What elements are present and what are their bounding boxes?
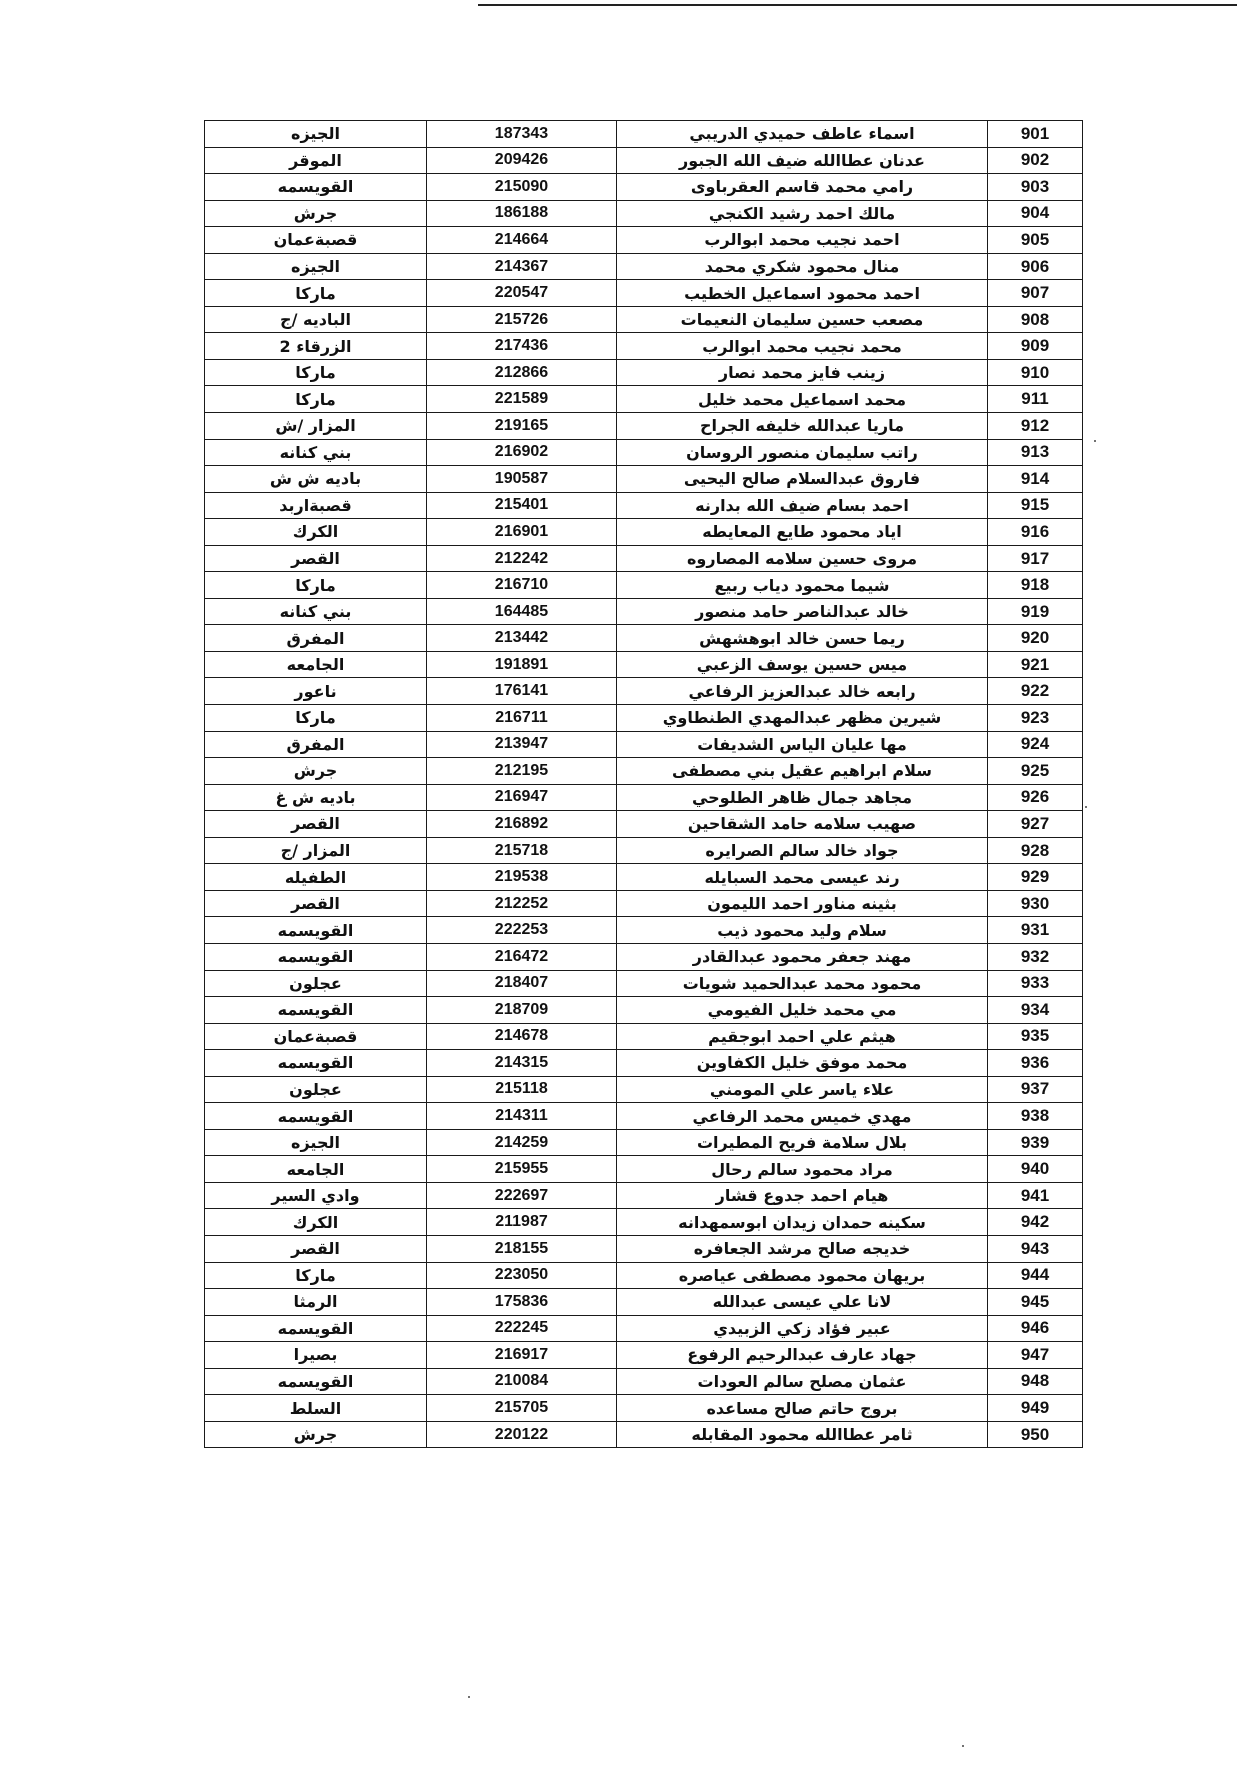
national-id-cell: 212252 <box>427 890 617 917</box>
national-id-cell: 214311 <box>427 1103 617 1130</box>
full-name-cell: فاروق عبدالسلام صالح اليحيى <box>617 466 988 493</box>
table-row <box>205 227 1083 254</box>
region-cell: جرش <box>205 200 427 227</box>
region-cell: بصيرا <box>205 1342 427 1369</box>
region-cell: قصبةعمان <box>205 1023 427 1050</box>
row-number-cell: 908 <box>988 306 1083 333</box>
full-name-cell: محمد موفق خليل الكفاوين <box>617 1050 988 1077</box>
full-name-cell: مهدي خميس محمد الرفاعي <box>617 1103 988 1130</box>
table-row <box>205 519 1083 546</box>
national-id-cell: 215090 <box>427 174 617 201</box>
national-id-cell: 216917 <box>427 1342 617 1369</box>
row-number-cell: 936 <box>988 1050 1083 1077</box>
table-row <box>205 1023 1083 1050</box>
row-number-cell: 939 <box>988 1129 1083 1156</box>
national-id-cell: 212242 <box>427 545 617 572</box>
region-cell: المزار /ش <box>205 413 427 440</box>
full-name-cell: محمد اسماعيل محمد خليل <box>617 386 988 413</box>
region-cell: القصر <box>205 545 427 572</box>
region-cell: المفرق <box>205 731 427 758</box>
full-name-cell: علاء ياسر علي المومني <box>617 1076 988 1103</box>
table-row <box>205 1262 1083 1289</box>
full-name-cell: رند عيسى محمد السبايله <box>617 864 988 891</box>
full-name-cell: بلال سلامة فريح المطيرات <box>617 1129 988 1156</box>
row-number-cell: 910 <box>988 359 1083 386</box>
region-cell: بني كنانه <box>205 439 427 466</box>
region-cell: القويسمه <box>205 997 427 1024</box>
row-number-cell: 943 <box>988 1235 1083 1262</box>
table-row <box>205 121 1083 148</box>
table-row <box>205 784 1083 811</box>
region-cell: القويسمه <box>205 174 427 201</box>
full-name-cell: شيما محمود دياب ربيع <box>617 572 988 599</box>
national-id-cell: 211987 <box>427 1209 617 1236</box>
national-id-cell: 219538 <box>427 864 617 891</box>
full-name-cell: مالك احمد رشيد الكنجي <box>617 200 988 227</box>
row-number-cell: 933 <box>988 970 1083 997</box>
full-name-cell: مهند جعفر محمود عبدالقادر <box>617 943 988 970</box>
row-number-cell: 906 <box>988 253 1083 280</box>
national-id-cell: 217436 <box>427 333 617 360</box>
table-row <box>205 811 1083 838</box>
region-cell: الجيزه <box>205 121 427 148</box>
full-name-cell: شيرين مظهر عبدالمهدي الطنطاوي <box>617 705 988 732</box>
table-row <box>205 625 1083 652</box>
region-cell: ماركا <box>205 705 427 732</box>
region-cell: القويسمه <box>205 943 427 970</box>
full-name-cell: احمد بسام ضيف الله بدارنه <box>617 492 988 519</box>
full-name-cell: محمد نجيب محمد ابوالرب <box>617 333 988 360</box>
national-id-cell: 214315 <box>427 1050 617 1077</box>
national-id-cell: 214367 <box>427 253 617 280</box>
table-row <box>205 1395 1083 1422</box>
row-number-cell: 931 <box>988 917 1083 944</box>
full-name-cell: مجاهد جمال ظاهر الطلوحي <box>617 784 988 811</box>
row-number-cell: 914 <box>988 466 1083 493</box>
full-name-cell: مي محمد خليل الفيومي <box>617 997 988 1024</box>
table-row <box>205 439 1083 466</box>
row-number-cell: 947 <box>988 1342 1083 1369</box>
row-number-cell: 916 <box>988 519 1083 546</box>
region-cell: القصر <box>205 890 427 917</box>
region-cell: الجامعه <box>205 1156 427 1183</box>
table-row <box>205 917 1083 944</box>
national-id-cell: 222253 <box>427 917 617 944</box>
region-cell: جرش <box>205 1421 427 1448</box>
full-name-cell: سكينه حمدان زيدان ابوسمهدانه <box>617 1209 988 1236</box>
region-cell: قصبةاربد <box>205 492 427 519</box>
row-number-cell: 924 <box>988 731 1083 758</box>
table-row <box>205 678 1083 705</box>
national-id-cell: 175836 <box>427 1289 617 1316</box>
scan-speck <box>1085 806 1087 808</box>
full-name-cell: خالد عبدالناصر حامد منصور <box>617 598 988 625</box>
full-name-cell: سلام ابراهيم عقيل بني مصطفى <box>617 758 988 785</box>
full-name-cell: خديجه صالح مرشد الجعافره <box>617 1235 988 1262</box>
full-name-cell: ماريا عبدالله خليفه الجراح <box>617 413 988 440</box>
table-row <box>205 651 1083 678</box>
national-id-cell: 212866 <box>427 359 617 386</box>
table-row <box>205 837 1083 864</box>
table-row <box>205 466 1083 493</box>
region-cell: السلط <box>205 1395 427 1422</box>
table-row <box>205 943 1083 970</box>
row-number-cell: 934 <box>988 997 1083 1024</box>
row-number-cell: 901 <box>988 121 1083 148</box>
region-cell: القويسمه <box>205 1368 427 1395</box>
full-name-cell: هيام احمد جدوع قشار <box>617 1182 988 1209</box>
full-name-cell: صهيب سلامه حامد الشقاحين <box>617 811 988 838</box>
national-id-cell: 221589 <box>427 386 617 413</box>
region-cell: ماركا <box>205 386 427 413</box>
national-id-cell: 216947 <box>427 784 617 811</box>
region-cell: ماركا <box>205 1262 427 1289</box>
full-name-cell: هيثم علي احمد ابوجقيم <box>617 1023 988 1050</box>
table-row <box>205 1289 1083 1316</box>
region-cell: عجلون <box>205 970 427 997</box>
region-cell: القويسمه <box>205 1050 427 1077</box>
full-name-cell: ميس حسين يوسف الزعبي <box>617 651 988 678</box>
full-name-cell: رابعه خالد عبدالعزيز الرفاعي <box>617 678 988 705</box>
full-name-cell: رامي محمد قاسم العقرباوى <box>617 174 988 201</box>
national-id-cell: 215726 <box>427 306 617 333</box>
scan-speck <box>962 1745 964 1747</box>
page-top-rule <box>478 4 1237 6</box>
row-number-cell: 911 <box>988 386 1083 413</box>
row-number-cell: 942 <box>988 1209 1083 1236</box>
table-row <box>205 1209 1083 1236</box>
national-id-cell: 215118 <box>427 1076 617 1103</box>
national-id-cell: 187343 <box>427 121 617 148</box>
full-name-cell: عثمان مصلح سالم العودات <box>617 1368 988 1395</box>
row-number-cell: 907 <box>988 280 1083 307</box>
row-number-cell: 915 <box>988 492 1083 519</box>
row-number-cell: 919 <box>988 598 1083 625</box>
row-number-cell: 930 <box>988 890 1083 917</box>
national-id-cell: 220547 <box>427 280 617 307</box>
table-row <box>205 970 1083 997</box>
table-row <box>205 1129 1083 1156</box>
full-name-cell: ريما حسن خالد ابوهشهش <box>617 625 988 652</box>
table-row <box>205 572 1083 599</box>
row-number-cell: 922 <box>988 678 1083 705</box>
full-name-cell: بثينه مناور احمد الليمون <box>617 890 988 917</box>
row-number-cell: 940 <box>988 1156 1083 1183</box>
row-number-cell: 921 <box>988 651 1083 678</box>
row-number-cell: 945 <box>988 1289 1083 1316</box>
row-number-cell: 904 <box>988 200 1083 227</box>
region-cell: الجيزه <box>205 253 427 280</box>
row-number-cell: 950 <box>988 1421 1083 1448</box>
national-id-cell: 216902 <box>427 439 617 466</box>
row-number-cell: 913 <box>988 439 1083 466</box>
roster-table-body <box>205 121 1083 1448</box>
full-name-cell: جهاد عارف عبدالرحيم الرفوع <box>617 1342 988 1369</box>
national-id-cell: 215718 <box>427 837 617 864</box>
full-name-cell: اياد محمود طايع المعايطه <box>617 519 988 546</box>
row-number-cell: 905 <box>988 227 1083 254</box>
national-id-cell: 164485 <box>427 598 617 625</box>
table-row <box>205 864 1083 891</box>
table-row <box>205 1342 1083 1369</box>
national-id-cell: 214678 <box>427 1023 617 1050</box>
table-row <box>205 1103 1083 1130</box>
national-id-cell: 214664 <box>427 227 617 254</box>
full-name-cell: عبير فؤاد زكي الزبيدي <box>617 1315 988 1342</box>
table-row <box>205 174 1083 201</box>
full-name-cell: مصعب حسين سليمان النعيمات <box>617 306 988 333</box>
row-number-cell: 935 <box>988 1023 1083 1050</box>
table-row <box>205 1182 1083 1209</box>
row-number-cell: 927 <box>988 811 1083 838</box>
national-id-cell: 218155 <box>427 1235 617 1262</box>
full-name-cell: بريهان محمود مصطفى عياصره <box>617 1262 988 1289</box>
national-id-cell: 215705 <box>427 1395 617 1422</box>
row-number-cell: 903 <box>988 174 1083 201</box>
table-row <box>205 731 1083 758</box>
full-name-cell: مها عليان الياس الشديفات <box>617 731 988 758</box>
region-cell: الموقر <box>205 147 427 174</box>
table-row <box>205 306 1083 333</box>
row-number-cell: 902 <box>988 147 1083 174</box>
full-name-cell: جواد خالد سالم الصرايره <box>617 837 988 864</box>
region-cell: المفرق <box>205 625 427 652</box>
full-name-cell: بروج حاتم صالح مساعده <box>617 1395 988 1422</box>
region-cell: الطفيله <box>205 864 427 891</box>
row-number-cell: 912 <box>988 413 1083 440</box>
national-id-cell: 220122 <box>427 1421 617 1448</box>
row-number-cell: 926 <box>988 784 1083 811</box>
region-cell: القصر <box>205 811 427 838</box>
row-number-cell: 925 <box>988 758 1083 785</box>
region-cell: القويسمه <box>205 1103 427 1130</box>
region-cell: القويسمه <box>205 1315 427 1342</box>
table-row <box>205 413 1083 440</box>
national-id-cell: 214259 <box>427 1129 617 1156</box>
region-cell: جرش <box>205 758 427 785</box>
table-row <box>205 1315 1083 1342</box>
national-id-cell: 222697 <box>427 1182 617 1209</box>
row-number-cell: 932 <box>988 943 1083 970</box>
region-cell: الرمثا <box>205 1289 427 1316</box>
row-number-cell: 917 <box>988 545 1083 572</box>
table-row <box>205 758 1083 785</box>
national-id-cell: 218709 <box>427 997 617 1024</box>
national-id-cell: 222245 <box>427 1315 617 1342</box>
table-row <box>205 705 1083 732</box>
national-id-cell: 176141 <box>427 678 617 705</box>
national-id-cell: 216711 <box>427 705 617 732</box>
full-name-cell: ثامر عطاالله محمود المقابله <box>617 1421 988 1448</box>
scan-speck <box>1094 440 1096 442</box>
scan-speck <box>468 1696 470 1698</box>
table-row <box>205 890 1083 917</box>
full-name-cell: منال محمود شكري محمد <box>617 253 988 280</box>
table-row <box>205 1235 1083 1262</box>
table-row <box>205 386 1083 413</box>
region-cell: عجلون <box>205 1076 427 1103</box>
full-name-cell: احمد محمود اسماعيل الخطيب <box>617 280 988 307</box>
row-number-cell: 941 <box>988 1182 1083 1209</box>
full-name-cell: مروى حسين سلامه المصاروه <box>617 545 988 572</box>
national-id-cell: 213947 <box>427 731 617 758</box>
full-name-cell: اسماء عاطف حميدي الدريبي <box>617 121 988 148</box>
full-name-cell: عدنان عطاالله ضيف الله الجبور <box>617 147 988 174</box>
full-name-cell: احمد نجيب محمد ابوالرب <box>617 227 988 254</box>
national-id-cell: 215401 <box>427 492 617 519</box>
table-row <box>205 1421 1083 1448</box>
region-cell: الكرك <box>205 1209 427 1236</box>
national-id-cell: 218407 <box>427 970 617 997</box>
national-id-cell: 213442 <box>427 625 617 652</box>
region-cell: ماركا <box>205 359 427 386</box>
region-cell: قصبةعمان <box>205 227 427 254</box>
national-id-cell: 190587 <box>427 466 617 493</box>
table-row <box>205 359 1083 386</box>
region-cell: ناعور <box>205 678 427 705</box>
region-cell: الباديه /ج <box>205 306 427 333</box>
region-cell: الكرك <box>205 519 427 546</box>
region-cell: باديه ش غ <box>205 784 427 811</box>
national-id-cell: 223050 <box>427 1262 617 1289</box>
region-cell: وادي السير <box>205 1182 427 1209</box>
full-name-cell: راتب سليمان منصور الروسان <box>617 439 988 466</box>
region-cell: الجامعه <box>205 651 427 678</box>
table-row <box>205 1076 1083 1103</box>
row-number-cell: 946 <box>988 1315 1083 1342</box>
national-id-cell: 219165 <box>427 413 617 440</box>
full-name-cell: مراد محمود سالم رحال <box>617 1156 988 1183</box>
table-row <box>205 598 1083 625</box>
national-id-cell: 216472 <box>427 943 617 970</box>
table-row <box>205 1156 1083 1183</box>
row-number-cell: 949 <box>988 1395 1083 1422</box>
region-cell: ماركا <box>205 280 427 307</box>
row-number-cell: 923 <box>988 705 1083 732</box>
table-row <box>205 1050 1083 1077</box>
national-id-cell: 186188 <box>427 200 617 227</box>
region-cell: الجيزه <box>205 1129 427 1156</box>
row-number-cell: 944 <box>988 1262 1083 1289</box>
row-number-cell: 948 <box>988 1368 1083 1395</box>
full-name-cell: لانا علي عيسى عبدالله <box>617 1289 988 1316</box>
region-cell: الزرقاء 2 <box>205 333 427 360</box>
roster-table <box>204 120 1083 1448</box>
region-cell: ماركا <box>205 572 427 599</box>
full-name-cell: زينب فايز محمد نصار <box>617 359 988 386</box>
national-id-cell: 191891 <box>427 651 617 678</box>
national-id-cell: 209426 <box>427 147 617 174</box>
region-cell: بني كنانه <box>205 598 427 625</box>
full-name-cell: سلام وليد محمود ذيب <box>617 917 988 944</box>
row-number-cell: 928 <box>988 837 1083 864</box>
row-number-cell: 938 <box>988 1103 1083 1130</box>
table-row <box>205 253 1083 280</box>
national-id-cell: 216892 <box>427 811 617 838</box>
table-row <box>205 280 1083 307</box>
table-row <box>205 1368 1083 1395</box>
region-cell: القويسمه <box>205 917 427 944</box>
region-cell: القصر <box>205 1235 427 1262</box>
table-row <box>205 333 1083 360</box>
table-row <box>205 545 1083 572</box>
national-id-cell: 216901 <box>427 519 617 546</box>
row-number-cell: 937 <box>988 1076 1083 1103</box>
row-number-cell: 929 <box>988 864 1083 891</box>
row-number-cell: 909 <box>988 333 1083 360</box>
row-number-cell: 918 <box>988 572 1083 599</box>
table-row <box>205 147 1083 174</box>
table-row <box>205 492 1083 519</box>
table-row <box>205 997 1083 1024</box>
row-number-cell: 920 <box>988 625 1083 652</box>
region-cell: باديه ش ش <box>205 466 427 493</box>
table-row <box>205 200 1083 227</box>
national-id-cell: 215955 <box>427 1156 617 1183</box>
national-id-cell: 212195 <box>427 758 617 785</box>
national-id-cell: 216710 <box>427 572 617 599</box>
region-cell: المزار /ج <box>205 837 427 864</box>
full-name-cell: محمود محمد عبدالحميد شويات <box>617 970 988 997</box>
national-id-cell: 210084 <box>427 1368 617 1395</box>
